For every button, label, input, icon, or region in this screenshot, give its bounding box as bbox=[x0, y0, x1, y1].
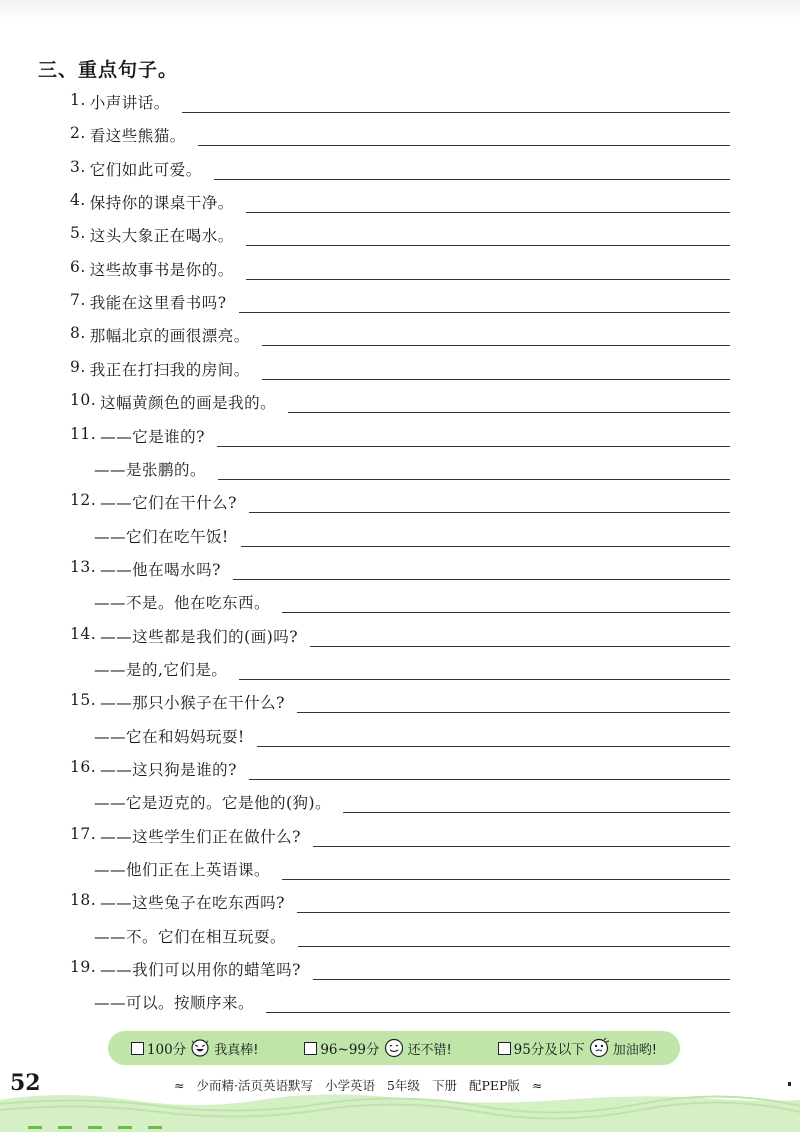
prompt bbox=[94, 525, 229, 547]
question-number: 18. bbox=[70, 891, 97, 910]
question-row bbox=[0, 487, 800, 517]
rating-motto: 我真棒! bbox=[214, 1042, 259, 1058]
answer-row bbox=[0, 787, 800, 817]
chinese-sentence: ——它在和妈妈玩耍! bbox=[94, 727, 245, 746]
answer-row bbox=[0, 987, 800, 1017]
answer-line[interactable] bbox=[239, 679, 730, 680]
answer-line[interactable] bbox=[313, 846, 730, 847]
answer-row bbox=[0, 587, 800, 617]
prompt bbox=[70, 91, 170, 113]
chinese-sentence: 我能在这里看书吗? bbox=[89, 294, 227, 313]
question-row bbox=[0, 887, 800, 917]
answer-line[interactable] bbox=[266, 1012, 730, 1013]
question-number: 8. bbox=[70, 324, 86, 343]
footer-wave-mark-right: ≈ bbox=[531, 1077, 543, 1093]
prompt bbox=[70, 191, 234, 213]
question-number: 9. bbox=[70, 357, 86, 376]
section-title: 三、重点句子。 bbox=[38, 59, 179, 81]
answer-line[interactable] bbox=[198, 145, 730, 146]
question-number: 4. bbox=[70, 191, 86, 210]
prompt bbox=[94, 791, 331, 813]
prompt bbox=[94, 925, 286, 947]
question-row bbox=[0, 821, 800, 851]
question-row bbox=[0, 254, 800, 284]
question-row bbox=[0, 621, 800, 651]
answer-line[interactable] bbox=[249, 779, 730, 780]
prompt bbox=[70, 958, 301, 980]
question-number: 16. bbox=[70, 758, 97, 776]
footer-term: 下册 bbox=[431, 1078, 457, 1093]
chinese-sentence: ——那只小猴子在干什么? bbox=[100, 694, 285, 713]
chinese-sentence: 看这些熊猫。 bbox=[89, 127, 186, 146]
answer-line[interactable] bbox=[246, 245, 730, 246]
chinese-sentence: 小声讲话。 bbox=[89, 94, 170, 112]
self-rating-bar bbox=[108, 1031, 680, 1065]
answer-line[interactable] bbox=[249, 512, 730, 513]
chinese-sentence: ——这只狗是谁的? bbox=[100, 761, 237, 779]
prompt bbox=[70, 825, 301, 847]
page-top-shade bbox=[0, 0, 800, 20]
answer-line[interactable] bbox=[297, 912, 730, 913]
page-mark-dot bbox=[788, 1082, 791, 1086]
question-row bbox=[0, 120, 800, 150]
prompt bbox=[94, 725, 245, 747]
question-row bbox=[0, 387, 800, 417]
rating-score: 100分 bbox=[146, 1042, 187, 1058]
rating-motto: 还不错! bbox=[407, 1042, 452, 1058]
rating-motto: 加油哟! bbox=[612, 1042, 658, 1058]
question-number: 14. bbox=[70, 624, 97, 643]
chinese-sentence: 这些故事书是你的。 bbox=[89, 260, 234, 279]
answer-line[interactable] bbox=[239, 312, 730, 313]
prompt bbox=[94, 658, 227, 680]
chinese-sentence: 这幅黄颜色的画是我的。 bbox=[100, 394, 277, 413]
chinese-sentence: ——是的,它们是。 bbox=[94, 660, 228, 679]
answer-line[interactable] bbox=[343, 812, 730, 813]
prompt bbox=[94, 991, 254, 1013]
prompt bbox=[70, 691, 285, 713]
question-number: 12. bbox=[70, 491, 97, 510]
prompt bbox=[70, 224, 234, 246]
question-row bbox=[0, 87, 800, 117]
answer-line[interactable] bbox=[218, 479, 730, 480]
prompt bbox=[70, 425, 205, 447]
answer-row bbox=[0, 654, 800, 684]
prompt bbox=[70, 891, 285, 913]
answer-line[interactable] bbox=[217, 446, 730, 447]
question-row bbox=[0, 421, 800, 451]
answer-line[interactable] bbox=[288, 412, 730, 413]
rating-score: 96~99分 bbox=[320, 1042, 380, 1058]
prompt bbox=[70, 124, 186, 146]
footer-wave-mark-left: ≈ bbox=[174, 1077, 185, 1093]
question-row bbox=[0, 287, 800, 317]
prompt bbox=[70, 158, 202, 180]
question-number: 15. bbox=[70, 691, 97, 710]
prompt bbox=[70, 291, 227, 313]
question-row bbox=[0, 187, 800, 217]
chinese-sentence: ——这些学生们正在做什么? bbox=[100, 827, 301, 846]
chinese-sentence: 我正在打扫我的房间。 bbox=[89, 360, 250, 379]
answer-line[interactable] bbox=[233, 579, 730, 580]
answer-line[interactable] bbox=[262, 379, 730, 380]
answer-row bbox=[0, 721, 800, 751]
chinese-sentence: ——是张鹏的。 bbox=[94, 460, 207, 479]
prompt bbox=[70, 324, 250, 346]
chinese-sentence: 这头大象正在喝水。 bbox=[89, 227, 234, 246]
answer-row bbox=[0, 854, 800, 884]
prompt bbox=[70, 625, 298, 647]
prompt bbox=[94, 458, 206, 480]
chinese-sentence: ——他在喝水吗? bbox=[100, 560, 221, 579]
prompt bbox=[70, 491, 237, 513]
chinese-sentence: ——不。它们在相互玩耍。 bbox=[94, 927, 287, 946]
prompt bbox=[70, 391, 276, 413]
chinese-sentence: ——可以。按顺序来。 bbox=[94, 994, 255, 1013]
answer-row bbox=[0, 454, 800, 484]
question-number: 5. bbox=[70, 224, 86, 243]
answer-line[interactable] bbox=[262, 345, 730, 346]
answer-line[interactable] bbox=[282, 612, 730, 613]
rating-item-good bbox=[304, 1037, 451, 1059]
rating-score: 95分及以下 bbox=[513, 1042, 585, 1058]
question-number: 10. bbox=[70, 391, 97, 410]
question-number: 6. bbox=[70, 257, 86, 276]
answer-line[interactable] bbox=[298, 946, 730, 947]
question-number: 2. bbox=[70, 124, 86, 143]
answer-line[interactable] bbox=[313, 979, 730, 980]
chinese-sentence: ——这些兔子在吃东西吗? bbox=[100, 894, 285, 913]
prompt bbox=[70, 758, 237, 780]
rating-item-excellent bbox=[131, 1037, 259, 1059]
laughing-face-icon bbox=[189, 1037, 211, 1059]
rating-checkbox[interactable] bbox=[498, 1042, 511, 1055]
answer-line[interactable] bbox=[182, 112, 730, 113]
prompt bbox=[94, 858, 270, 880]
question-row bbox=[0, 220, 800, 250]
chinese-sentence: ——它是谁的? bbox=[100, 427, 205, 446]
chinese-sentence: ——这些都是我们的(画)吗? bbox=[100, 627, 299, 646]
chinese-sentence: ——我们可以用你的蜡笔吗? bbox=[100, 961, 301, 980]
answer-line[interactable] bbox=[246, 279, 730, 280]
answer-line[interactable] bbox=[310, 646, 730, 647]
question-row bbox=[0, 154, 800, 184]
answer-row bbox=[0, 521, 800, 551]
prompt bbox=[70, 258, 234, 280]
determined-face-icon bbox=[588, 1037, 610, 1059]
question-row bbox=[0, 554, 800, 584]
footer-wave-decoration bbox=[0, 1086, 800, 1132]
prompt bbox=[94, 591, 270, 613]
question-row bbox=[0, 320, 800, 350]
footer-grade: 5年级 bbox=[386, 1078, 420, 1093]
question-number: 13. bbox=[70, 557, 97, 576]
chinese-sentence: ——他们正在上英语课。 bbox=[94, 861, 271, 880]
chinese-sentence: 它们如此可爱。 bbox=[89, 160, 202, 179]
question-row bbox=[0, 354, 800, 384]
chinese-sentence: ——它们在干什么? bbox=[100, 494, 237, 513]
question-row bbox=[0, 954, 800, 984]
prompt bbox=[70, 358, 250, 380]
question-row bbox=[0, 687, 800, 717]
answer-row bbox=[0, 921, 800, 951]
footer-edition: 配PEP版 bbox=[468, 1078, 520, 1093]
answer-line[interactable] bbox=[246, 212, 730, 213]
rating-checkbox[interactable] bbox=[304, 1042, 317, 1055]
rating-checkbox[interactable] bbox=[131, 1042, 144, 1055]
question-number: 17. bbox=[70, 824, 97, 843]
answer-line[interactable] bbox=[282, 879, 730, 880]
smiling-face-icon bbox=[383, 1037, 405, 1059]
footer-subject: 小学英语 bbox=[324, 1078, 375, 1093]
chinese-sentence: 那幅北京的画很漂亮。 bbox=[89, 327, 250, 346]
question-number: 3. bbox=[70, 157, 86, 176]
answer-line[interactable] bbox=[241, 546, 730, 547]
rating-item-try-harder bbox=[498, 1037, 657, 1059]
answer-line[interactable] bbox=[257, 746, 730, 747]
prompt bbox=[70, 558, 221, 580]
chinese-sentence: ——它们在吃午饭! bbox=[94, 527, 229, 546]
footer-series: 少而精·活页英语默写 bbox=[196, 1078, 313, 1093]
answer-line[interactable] bbox=[297, 712, 730, 713]
page-number: 52 bbox=[10, 1070, 41, 1096]
question-row bbox=[0, 754, 800, 784]
question-number: 1. bbox=[70, 91, 86, 109]
question-number: 11. bbox=[70, 424, 97, 443]
chinese-sentence: ——不是。他在吃东西。 bbox=[94, 594, 271, 613]
answer-line[interactable] bbox=[214, 179, 730, 180]
chinese-sentence: ——它是迈克的。它是他的(狗)。 bbox=[94, 794, 332, 813]
chinese-sentence: 保持你的课桌干净。 bbox=[89, 194, 234, 213]
question-number: 7. bbox=[70, 291, 86, 310]
question-number: 19. bbox=[70, 958, 97, 977]
